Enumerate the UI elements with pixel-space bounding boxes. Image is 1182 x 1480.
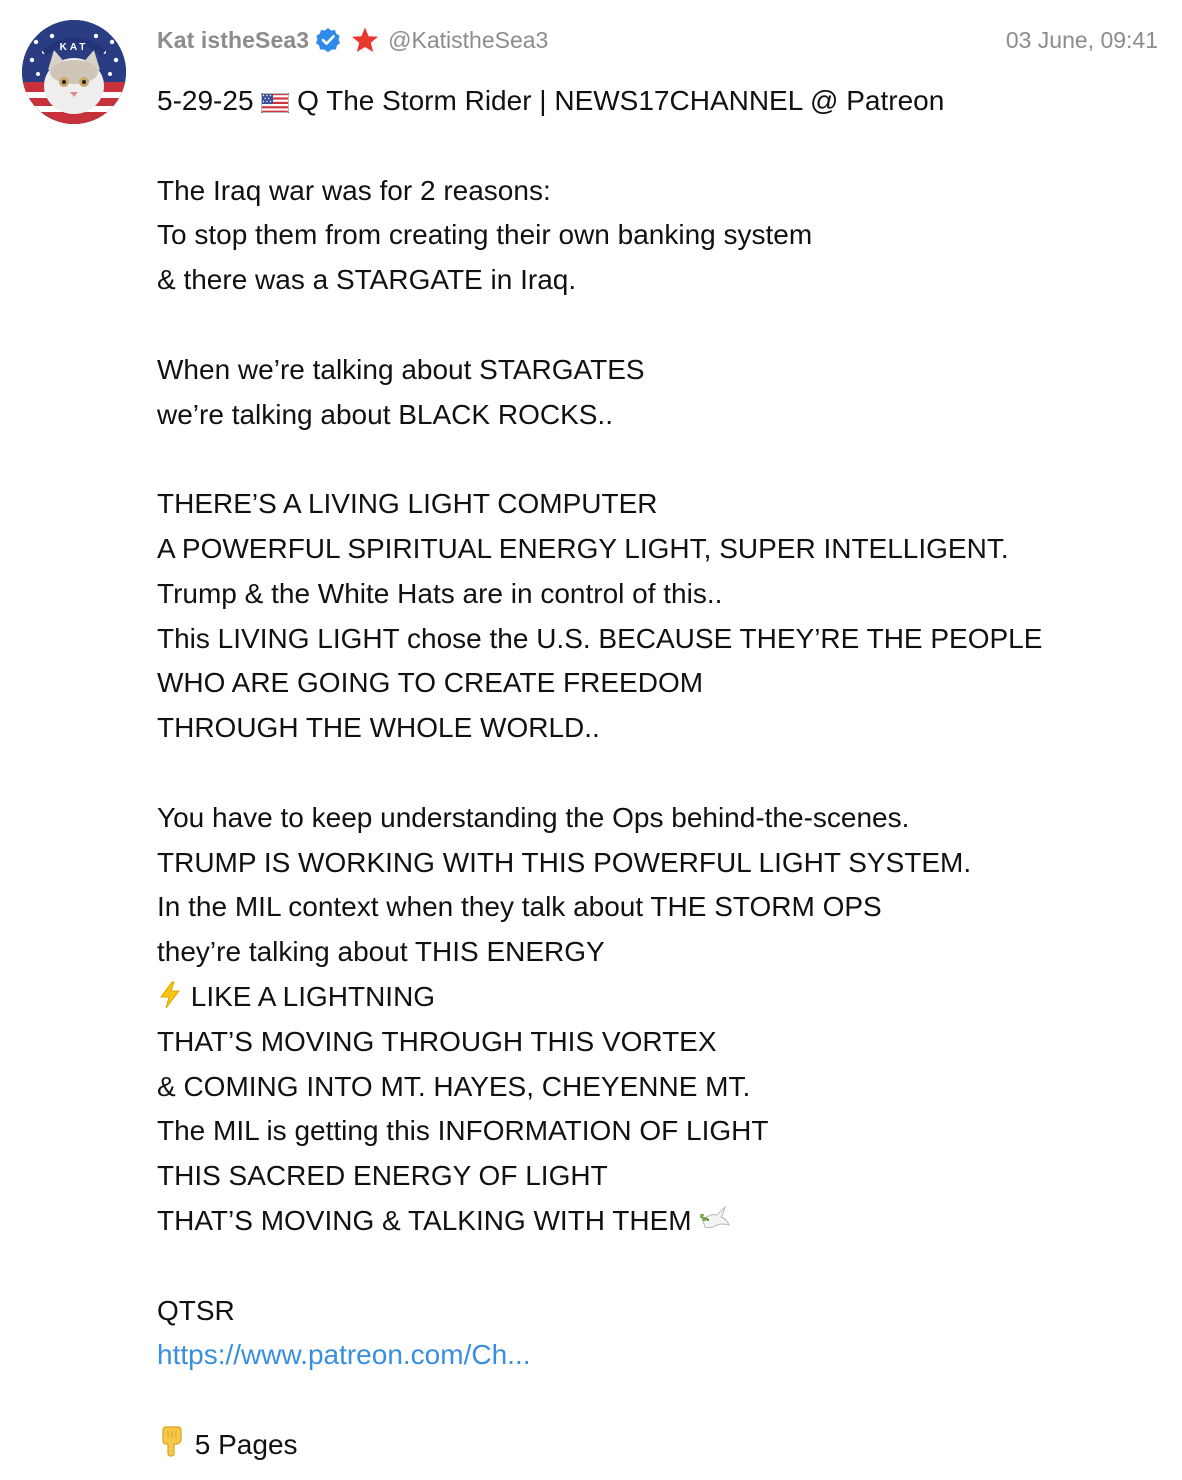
text-line: they’re talking about THIS ENERGY — [157, 936, 605, 968]
dove-line-text: THAT’S MOVING & TALKING WITH THEM — [157, 1204, 692, 1236]
author-display-name[interactable]: Kat istheSea3 — [157, 26, 310, 53]
post-body — [157, 79, 1147, 1468]
text-line: Trump & the White Hats are in control of this.. — [157, 577, 723, 609]
avatar-image — [22, 20, 126, 124]
pages-indicator[interactable] — [157, 1423, 1147, 1468]
post-title-line — [157, 79, 1147, 124]
post-title-text: Q The Storm Rider | NEWS17CHANNEL @ Patreon — [297, 85, 945, 116]
verified-icon — [315, 27, 341, 53]
text-line: The Iraq war was for 2 reasons: — [157, 174, 551, 206]
text-line: THERE’S A LIVING LIGHT COMPUTER — [157, 488, 658, 520]
star-icon — [351, 26, 379, 54]
dove-line — [157, 1199, 1147, 1244]
lightning-icon — [157, 978, 183, 1023]
text-line: THROUGH THE WHOLE WORLD.. — [157, 712, 600, 744]
spacer — [157, 124, 1147, 169]
paragraph-4 — [157, 796, 1147, 1244]
link-line — [157, 1333, 1147, 1378]
lightning-text: LIKE A LIGHTNING — [190, 980, 436, 1012]
post-timestamp: 03 June, 09:41 — [1005, 26, 1158, 53]
paragraph-3 — [157, 482, 1147, 751]
avatar-label: KAT — [59, 42, 89, 53]
text-line: & there was a STARGATE in Iraq. — [157, 264, 577, 296]
lightning-line — [157, 975, 1147, 1020]
author-handle[interactable]: @KatistheSea3 — [388, 26, 549, 53]
signature: QTSR — [157, 1294, 235, 1326]
spacer — [157, 1378, 1147, 1423]
spacer — [157, 303, 1147, 348]
paragraph-1 — [157, 169, 1147, 303]
text-line: You have to keep understanding the Ops behind-the-scenes. — [157, 801, 910, 833]
text-line: THAT’S MOVING THROUGH THIS VORTEX — [157, 1025, 717, 1057]
pages-text: 5 Pages — [194, 1428, 298, 1460]
text-line: The MIL is getting this INFORMATION OF LIGHT — [157, 1115, 769, 1147]
post-title-date: 5-29-25 — [157, 85, 254, 116]
spacer — [157, 437, 1147, 482]
text-line: TRUMP IS WORKING WITH THIS POWERFUL LIGHT SYSTEM. — [157, 846, 972, 878]
spacer — [157, 751, 1147, 796]
text-line: & COMING INTO MT. HAYES, CHEYENNE MT. — [157, 1070, 751, 1102]
dove-icon — [699, 1202, 731, 1247]
text-line: THIS SACRED ENERGY OF LIGHT — [157, 1160, 608, 1192]
text-line: This LIVING LIGHT chose the U.S. BECAUSE THEY’RE THE PEOPLE — [157, 622, 1043, 654]
post-header — [157, 22, 1158, 58]
text-line: A POWERFUL SPIRITUAL ENERGY LIGHT, SUPER INTELLIGENT. — [157, 532, 1009, 564]
patreon-link[interactable]: https://www.patreon.com/Ch... — [157, 1339, 531, 1371]
text-line: WHO ARE GOING TO CREATE FREEDOM — [157, 667, 704, 699]
text-line: When we’re talking about STARGATES — [157, 353, 645, 385]
text-line: To stop them from creating their own banking system — [157, 219, 813, 251]
paragraph-2 — [157, 348, 1147, 438]
spacer — [157, 1244, 1147, 1289]
avatar[interactable] — [22, 20, 126, 124]
text-line: In the MIL context when they talk about THE STORM OPS — [157, 891, 882, 923]
text-line: we’re talking about BLACK ROCKS.. — [157, 398, 613, 430]
pointing-down-icon — [157, 1425, 187, 1471]
us-flag-icon — [261, 82, 289, 127]
